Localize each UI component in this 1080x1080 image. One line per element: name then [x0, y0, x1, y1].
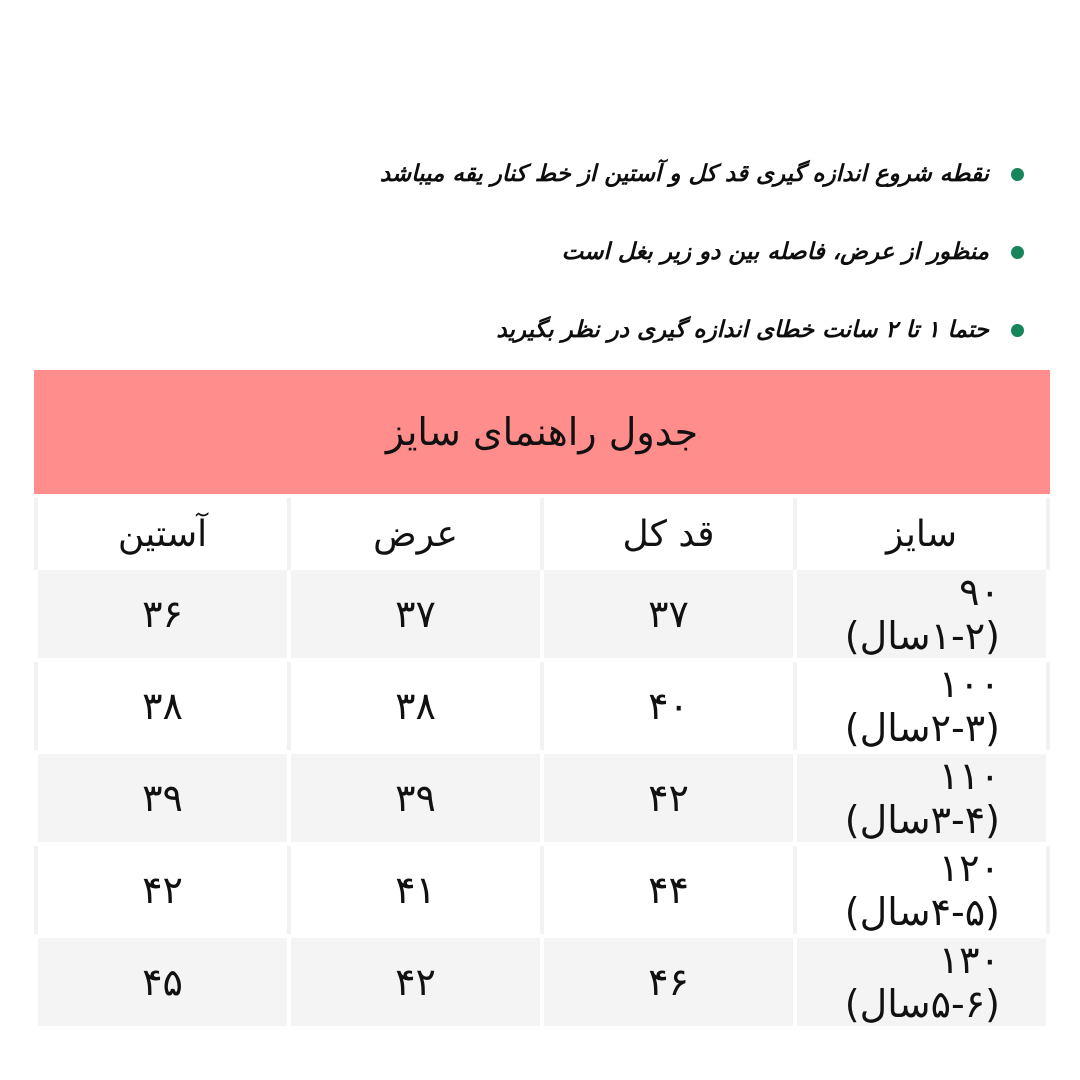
- measurement-notes: [264, 148, 1024, 382]
- note-item: [264, 226, 1024, 278]
- header-width: عرض: [289, 498, 542, 570]
- sleeve-cell: ۳۶: [36, 570, 289, 660]
- sleeve-cell: ۳۹: [36, 752, 289, 844]
- size-guide-title: جدول راهنمای سایز: [34, 370, 1050, 498]
- note-item: [264, 148, 1024, 200]
- table-row: [36, 844, 1048, 936]
- width-cell: ۳۷: [289, 570, 542, 660]
- header-sleeve: آستین: [36, 498, 289, 570]
- note-text: نقطه شروع اندازه گیری قد کل و آستین از خط کنار یقه میباشد: [379, 161, 989, 187]
- sleeve-cell: ۳۸: [36, 660, 289, 752]
- width-cell: ۴۱: [289, 844, 542, 936]
- bullet-dot-icon: [1011, 246, 1024, 259]
- length-cell: ۴۰: [542, 660, 795, 752]
- length-cell: ۴۶: [542, 936, 795, 1028]
- size-cell: ۱۳۰ (۵-۶سال): [795, 936, 1048, 1028]
- table-header-row: [36, 498, 1048, 570]
- width-cell: ۳۸: [289, 660, 542, 752]
- bullet-dot-icon: [1011, 168, 1024, 181]
- size-cell: ۱۰۰ (۲-۳سال): [795, 660, 1048, 752]
- width-cell: ۴۲: [289, 936, 542, 1028]
- header-length: قد کل: [542, 498, 795, 570]
- length-cell: ۳۷: [542, 570, 795, 660]
- size-table: [34, 498, 1050, 1030]
- sleeve-cell: ۴۵: [36, 936, 289, 1028]
- table-row: [36, 936, 1048, 1028]
- size-cell: ۱۱۰ (۳-۴سال): [795, 752, 1048, 844]
- bullet-dot-icon: [1011, 324, 1024, 337]
- width-cell: ۳۹: [289, 752, 542, 844]
- length-cell: ۴۴: [542, 844, 795, 936]
- size-guide: [34, 370, 1050, 1030]
- note-text: حتما ۱ تا ۲ سانت خطای اندازه گیری در نظر بگیرید: [496, 317, 989, 343]
- size-cell: ۹۰ (۱-۲سال): [795, 570, 1048, 660]
- size-cell: ۱۲۰ (۴-۵سال): [795, 844, 1048, 936]
- table-row: [36, 570, 1048, 660]
- sleeve-cell: ۴۲: [36, 844, 289, 936]
- header-size: سایز: [795, 498, 1048, 570]
- note-text: منظور از عرض، فاصله بین دو زیر بغل است: [561, 239, 989, 265]
- table-row: [36, 660, 1048, 752]
- note-item: [264, 304, 1024, 356]
- length-cell: ۴۲: [542, 752, 795, 844]
- table-row: [36, 752, 1048, 844]
